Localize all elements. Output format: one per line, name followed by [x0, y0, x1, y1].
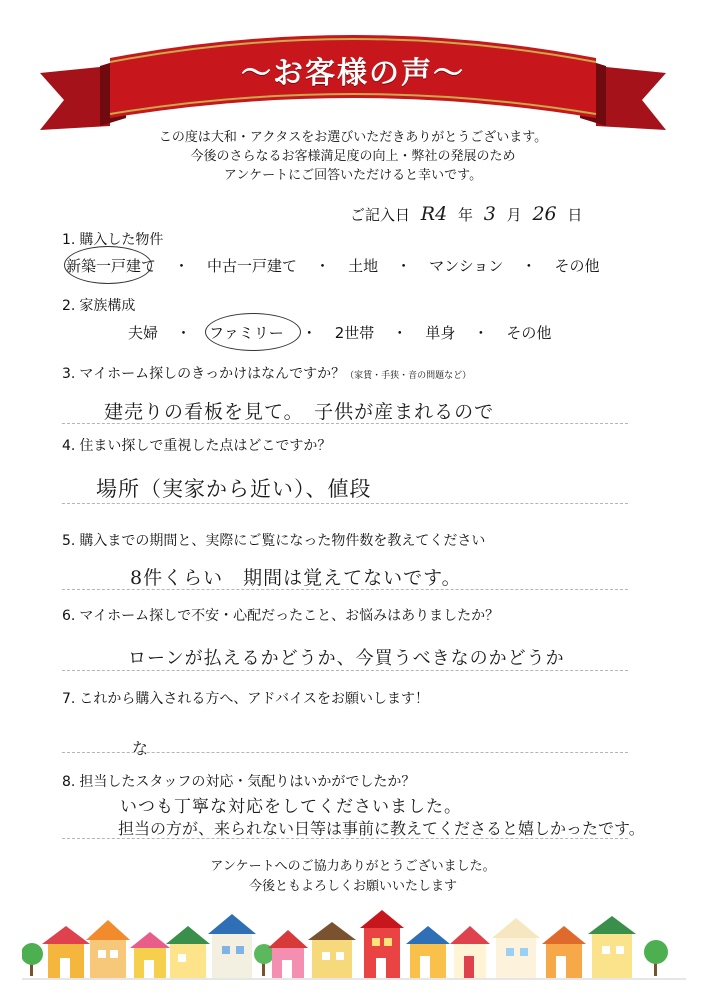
question-text: 購入までの期間と、実際にご覧になった物件数を教えてください [79, 533, 486, 549]
answer-q8-line1: いつも丁寧な対応をしてくださいました。 [120, 797, 462, 817]
separator: ・ [176, 324, 192, 342]
answer-line [62, 589, 628, 590]
question-text: マイホーム探しのきっかけはなんですか？ [79, 366, 346, 382]
option-single[interactable]: 単身 [425, 324, 456, 342]
question-number: 6. [62, 608, 76, 624]
question-3 [62, 363, 471, 383]
answer-line [62, 423, 628, 424]
house-icon [360, 910, 404, 978]
option-two-generation[interactable]: 2世帯 [334, 324, 375, 342]
separator: ・ [396, 257, 412, 275]
answer-q7: な [132, 739, 150, 758]
question-number: 5. [62, 533, 76, 549]
intro-line: 今後のさらなるお客様満足度の向上・弊社の発展のため [190, 149, 516, 164]
question-6 [62, 605, 499, 625]
house-icon [406, 926, 450, 978]
answer-q5: 8件くらい 期間は覚えてないです。 [130, 567, 462, 589]
question-number: 7. [62, 691, 76, 707]
question-text: 担当したスタッフの対応・気配りはいかがでしたか？ [79, 774, 416, 790]
house-icon [450, 926, 490, 978]
question-5 [62, 530, 485, 550]
separator: ・ [521, 257, 537, 275]
page-title: 〜お客様の声〜 [241, 56, 465, 91]
question-text: 購入した物件 [79, 232, 164, 248]
question-note: （家賃・手狭・音の問題など） [345, 371, 472, 381]
answer-line [62, 503, 628, 504]
question-2 [62, 295, 135, 315]
question-number: 4. [62, 438, 76, 454]
separator: ・ [174, 257, 190, 275]
option-mansion[interactable]: マンション [429, 257, 504, 275]
option-land[interactable]: 土地 [348, 257, 379, 275]
question-number: 1. [62, 232, 76, 248]
separator: ・ [392, 324, 408, 342]
date-month-unit: 月 [506, 206, 522, 224]
intro-line: この度は大和・アクタスをお選びいただきありがとうございます。 [158, 130, 548, 145]
question-number: 3. [62, 366, 76, 382]
tree-icon [644, 940, 668, 976]
answer-line [62, 752, 628, 753]
date-year-unit: 年 [457, 206, 473, 224]
tree-icon [254, 944, 274, 976]
separator: ・ [315, 257, 331, 275]
question-number: 2. [62, 298, 76, 314]
footer-text [0, 857, 706, 897]
separator: ・ [301, 324, 317, 342]
answer-q3: 建売りの看板を見て。 子供が産まれるので [104, 401, 495, 423]
date-month-value: 3 [483, 203, 496, 225]
option-used-house[interactable]: 中古一戸建て [207, 257, 298, 275]
question-text: マイホーム探しで不安・心配だったこと、お悩みはありましたか？ [79, 608, 500, 624]
house-icon [268, 930, 308, 978]
footer-line: 今後ともよろしくお願いいたします [248, 879, 457, 894]
date-label: ご記入日 [350, 206, 411, 224]
house-icon [42, 926, 90, 978]
house-icon [86, 920, 130, 978]
question-text: 家族構成 [79, 298, 136, 314]
option-other[interactable]: その他 [554, 257, 600, 275]
house-icon [492, 918, 540, 978]
house-icon [166, 926, 210, 978]
house-icon [208, 914, 256, 978]
date-year-value: R4 [420, 203, 448, 225]
house-icon [542, 926, 586, 978]
question-number: 8. [62, 774, 76, 790]
footer-line: アンケートへのご協力ありがとうございました。 [210, 859, 496, 874]
option-other[interactable]: その他 [506, 324, 552, 342]
answer-q6: ローンが払えるかどうか、今買うべきなのかどうか [128, 648, 565, 669]
question-text: これから購入される方へ、アドバイスをお願いします！ [79, 691, 429, 707]
answer-q4: 場所（実家から近い）、値段 [96, 477, 372, 501]
answer-q8-line2: 担当の方が、来られない日等は事前に教えてくださると嬉しかったです。 [118, 819, 645, 838]
houses-illustration [22, 904, 686, 984]
options-row-q1 [66, 255, 599, 276]
date-day-unit: 日 [567, 206, 583, 224]
question-4 [62, 435, 331, 455]
question-8 [62, 771, 415, 791]
house-icon [308, 922, 356, 978]
intro-line: アンケートにご回答いただけると幸いです。 [223, 168, 483, 183]
date-row [350, 203, 582, 225]
option-couple[interactable]: 夫婦 [128, 324, 159, 342]
question-7 [62, 688, 429, 708]
option-new-house[interactable]: 新築一戸建て [66, 257, 157, 275]
intro-text [0, 128, 706, 185]
option-family[interactable]: ファミリー [209, 324, 284, 342]
answer-line [62, 838, 628, 839]
separator: ・ [473, 324, 489, 342]
date-day-value: 26 [532, 203, 557, 225]
options-row-q2 [128, 322, 551, 343]
house-icon [130, 932, 170, 978]
tree-icon [22, 943, 43, 976]
question-text: 住まい探しで重視した点はどこですか？ [79, 438, 332, 454]
answer-line [62, 670, 628, 671]
house-icon [588, 916, 636, 978]
